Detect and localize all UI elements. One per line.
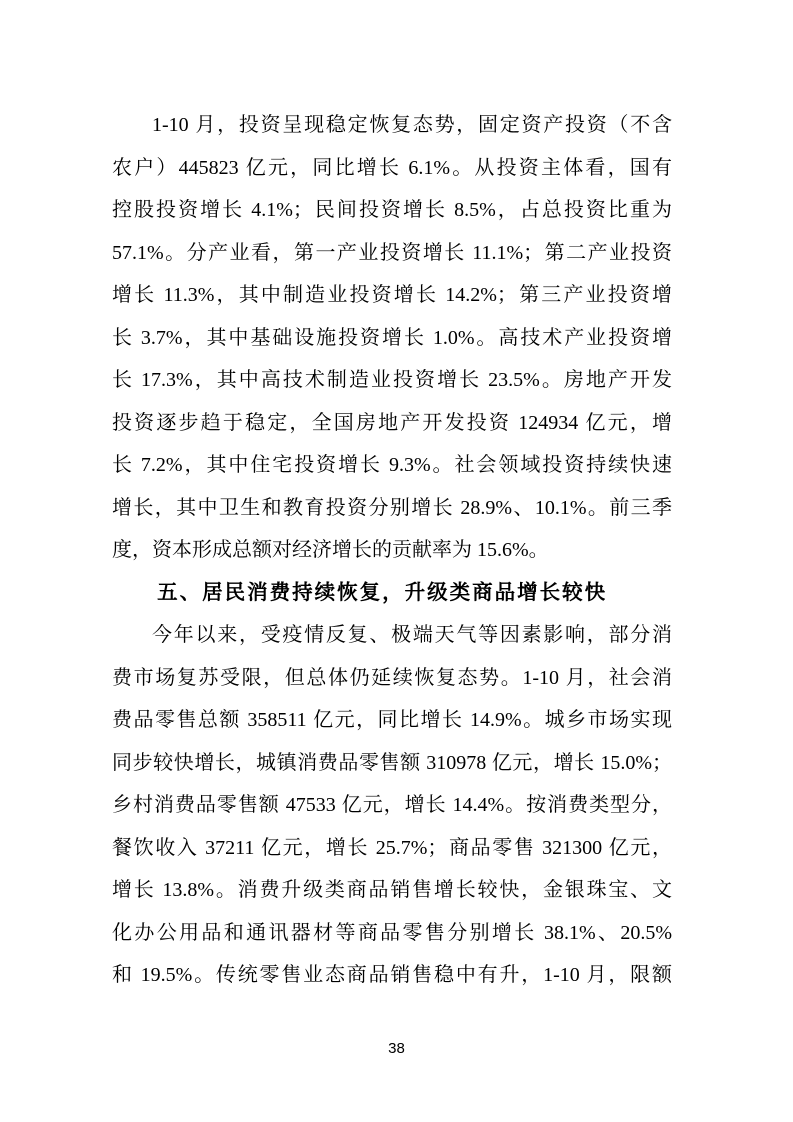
investment-paragraph <box>112 104 672 572</box>
paragraph-line: 长 7.2%，其中住宅投资增长 9.3%。社会领域投资持续快速 <box>112 454 672 476</box>
paragraph-line: 费品零售总额 358511 亿元，同比增长 14.9%。城乡市场实现 <box>112 709 672 731</box>
paragraph-line: 乡村消费品零售额 47533 亿元，增长 14.4%。按消费类型分， <box>112 794 672 816</box>
consumption-paragraph <box>112 614 672 997</box>
paragraph-line: 57.1%。分产业看，第一产业投资增长 11.1%；第二产业投资 <box>112 241 672 264</box>
section-heading: 五、居民消费持续恢复，升级类商品增长较快 <box>157 580 608 604</box>
paragraph-line: 化办公用品和通讯器材等商品零售分别增长 38.1%、20.5% <box>112 921 672 944</box>
paragraph-line: 今年以来，受疫情反复、极端天气等因素影响，部分消 <box>152 624 672 646</box>
paragraph-line: 增长 11.3%，其中制造业投资增长 14.2%；第三产业投资增 <box>112 284 672 306</box>
paragraph-line: 1-10 月，投资呈现稳定恢复态势，固定资产投资（不含 <box>152 114 672 136</box>
paragraph-line: 农户）445823 亿元，同比增长 6.1%。从投资主体看，国有 <box>112 156 672 179</box>
paragraph-line: 度，资本形成总额对经济增长的贡献率为 15.6%。 <box>112 539 549 561</box>
paragraph-line: 长 3.7%，其中基础设施投资增长 1.0%。高技术产业投资增 <box>112 326 672 349</box>
page-number: 38 <box>388 1040 405 1057</box>
paragraph-line: 投资逐步趋于稳定，全国房地产开发投资 124934 亿元，增 <box>112 411 672 434</box>
paragraph-line: 同步较快增长，城镇消费品零售额 310978 亿元，增长 15.0%； <box>112 751 672 774</box>
paragraph-line: 长 17.3%，其中高技术制造业投资增长 23.5%。房地产开发 <box>112 369 672 391</box>
paragraph-line: 费市场复苏受限，但总体仍延续恢复态势。1-10 月，社会消 <box>112 666 672 689</box>
paragraph-line: 餐饮收入 37211 亿元，增长 25.7%；商品零售 321300 亿元， <box>112 836 672 859</box>
paragraph-line: 控股投资增长 4.1%；民间投资增长 8.5%，占总投资比重为 <box>112 199 672 221</box>
paragraph-line: 和 19.5%。传统零售业态商品销售稳中有升，1-10 月，限额 <box>112 964 672 986</box>
paragraph-line: 增长 13.8%。消费升级类商品销售增长较快，金银珠宝、文 <box>112 879 672 901</box>
paragraph-line: 增长，其中卫生和教育投资分别增长 28.9%、10.1%。前三季 <box>112 496 672 519</box>
text-block <box>112 104 672 997</box>
